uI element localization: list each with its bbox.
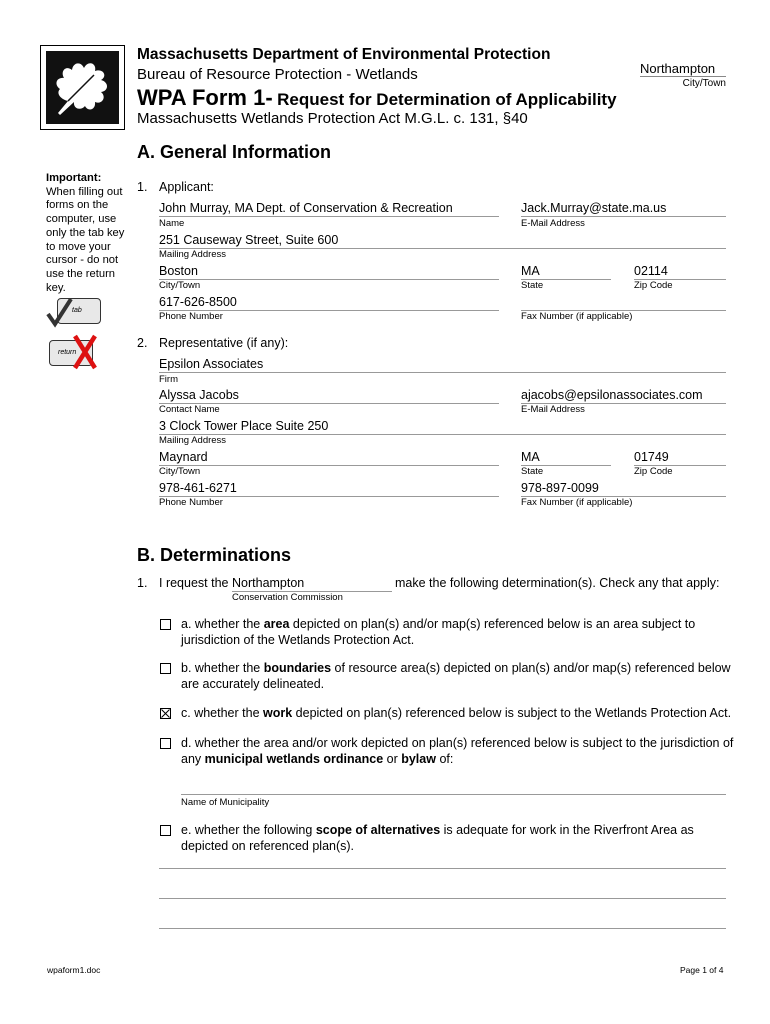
applicant-phone-label: Phone Number <box>159 311 223 322</box>
representative-email-field[interactable]: ajacobs@epsilonassociates.com <box>521 388 726 404</box>
applicant-zip-label: Zip Code <box>634 280 673 291</box>
red-x-icon <box>71 332 101 372</box>
option-c-text: c. whether the work depicted on plan(s) referenced below is subject to the Wetlands Protection Act. <box>181 706 732 720</box>
applicant-address-label: Mailing Address <box>159 249 227 260</box>
option-b-text: b. whether the boundaries of resource area(s) depicted on plan(s) and/or map(s) referenced below are accurately delineated. <box>181 661 731 691</box>
representative-zip-label: Zip Code <box>634 466 673 477</box>
sidebar-text: When filling out forms on the computer, use only the tab key to move your cursor - do not use the return key. <box>46 185 125 294</box>
applicant-email-label: E-Mail Address <box>521 218 585 229</box>
municipality-field[interactable] <box>181 794 726 795</box>
representative-email-label: E-Mail Address <box>521 404 585 415</box>
option-d-checkbox[interactable] <box>160 738 171 749</box>
representative-state-field[interactable]: MA <box>521 450 611 466</box>
section-b-title: B. Determinations <box>137 545 292 565</box>
applicant-zip-field[interactable]: 02114 <box>634 264 726 280</box>
representative-firm-field[interactable]: Epsilon Associates <box>159 357 726 373</box>
representative-city-field[interactable]: Maynard <box>159 450 499 466</box>
request-post-text: make the following determination(s). Check any that apply: <box>395 576 720 590</box>
applicant-name-label: Name <box>159 218 185 229</box>
applicant-fax-field[interactable] <box>521 295 726 311</box>
representative-phone-field[interactable]: 978-461-6271 <box>159 481 499 497</box>
representative-number: 2. <box>137 336 148 350</box>
alternatives-line-3[interactable] <box>159 928 726 929</box>
representative-firm-label: Firm <box>159 374 178 385</box>
option-a-checkbox[interactable] <box>160 619 171 630</box>
sidebar-note <box>46 172 132 295</box>
applicant-state-label: State <box>521 280 544 291</box>
representative-phone-label: Phone Number <box>159 497 223 508</box>
section-a-title: A. General Information <box>137 142 332 162</box>
tab-key-graphic <box>45 296 105 330</box>
footer-filename: wpaform1.doc <box>47 965 101 975</box>
representative-contact-field[interactable]: Alyssa Jacobs <box>159 388 499 404</box>
applicant-name-field[interactable]: John Murray, MA Dept. of Conservation & Recreation <box>159 201 499 217</box>
request-pre-text: I request the <box>159 576 229 590</box>
checkbox-x-icon <box>161 709 170 718</box>
representative-heading: Representative (if any): <box>159 336 289 350</box>
commission-label: Conservation Commission <box>232 592 343 603</box>
representative-fax-field[interactable]: 978-897-0099 <box>521 481 726 497</box>
applicant-state-field[interactable]: MA <box>521 264 611 280</box>
checkmark-icon <box>45 296 75 330</box>
return-key: return <box>49 340 93 366</box>
department-name: Massachusetts Department of Environmental Protection <box>137 46 551 63</box>
representative-address-label: Mailing Address <box>159 435 227 446</box>
alternatives-line-2[interactable] <box>159 898 726 899</box>
applicant-heading: Applicant: <box>159 180 214 194</box>
form-title-subtitle: Request for Determination of Applicability <box>277 90 617 109</box>
representative-state-label: State <box>521 466 544 477</box>
header-city-field[interactable]: Northampton <box>640 61 726 77</box>
applicant-email-field[interactable]: Jack.Murray@state.ma.us <box>521 201 726 217</box>
applicant-number: 1. <box>137 180 148 194</box>
return-key-graphic <box>45 332 105 372</box>
oak-leaf-icon <box>46 51 119 124</box>
form-title-number: WPA Form 1- <box>137 85 273 110</box>
header-city-label: City/Town <box>682 78 726 89</box>
option-d-text: d. whether the area and/or work depicted on plan(s) referenced below is subject to the jurisdiction of any municipal wetlands ordinance or bylaw of: <box>181 736 734 766</box>
determination-number: 1. <box>137 576 148 590</box>
applicant-address-field[interactable]: 251 Causeway Street, Suite 600 <box>159 233 726 249</box>
municipality-label: Name of Municipality <box>181 797 270 808</box>
representative-fax-label: Fax Number (if applicable) <box>521 497 633 508</box>
tab-key: tab <box>57 298 101 324</box>
applicant-city-label: City/Town <box>159 280 201 291</box>
applicant-city-field[interactable]: Boston <box>159 264 499 280</box>
option-a-text: a. whether the area depicted on plan(s) and/or map(s) referenced below is an area subject to jurisdiction of the Wetlands Protection Act. <box>181 617 696 647</box>
footer-page: Page 1 of 4 <box>680 965 724 975</box>
option-b-checkbox[interactable] <box>160 663 171 674</box>
sidebar-important: Important: <box>46 172 102 184</box>
representative-zip-field[interactable]: 01749 <box>634 450 726 466</box>
representative-contact-label: Contact Name <box>159 404 220 415</box>
alternatives-line-1[interactable] <box>159 868 726 869</box>
option-e-text: e. whether the following scope of alternatives is adequate for work in the Riverfront Area as depicted on referenced plan(s). <box>181 823 694 853</box>
option-e-checkbox[interactable] <box>160 825 171 836</box>
representative-city-label: City/Town <box>159 466 201 477</box>
form-title <box>137 85 617 111</box>
bureau-name: Bureau of Resource Protection - Wetlands <box>137 66 418 83</box>
commission-field[interactable]: Northampton <box>232 576 392 592</box>
option-c-checkbox[interactable] <box>160 708 171 719</box>
massdep-logo <box>40 45 125 130</box>
act-reference: Massachusetts Wetlands Protection Act M.G.L. c. 131, §40 <box>137 110 528 127</box>
representative-address-field[interactable]: 3 Clock Tower Place Suite 250 <box>159 419 726 435</box>
applicant-phone-field[interactable]: 617-626-8500 <box>159 295 499 311</box>
applicant-fax-label: Fax Number (if applicable) <box>521 311 633 322</box>
